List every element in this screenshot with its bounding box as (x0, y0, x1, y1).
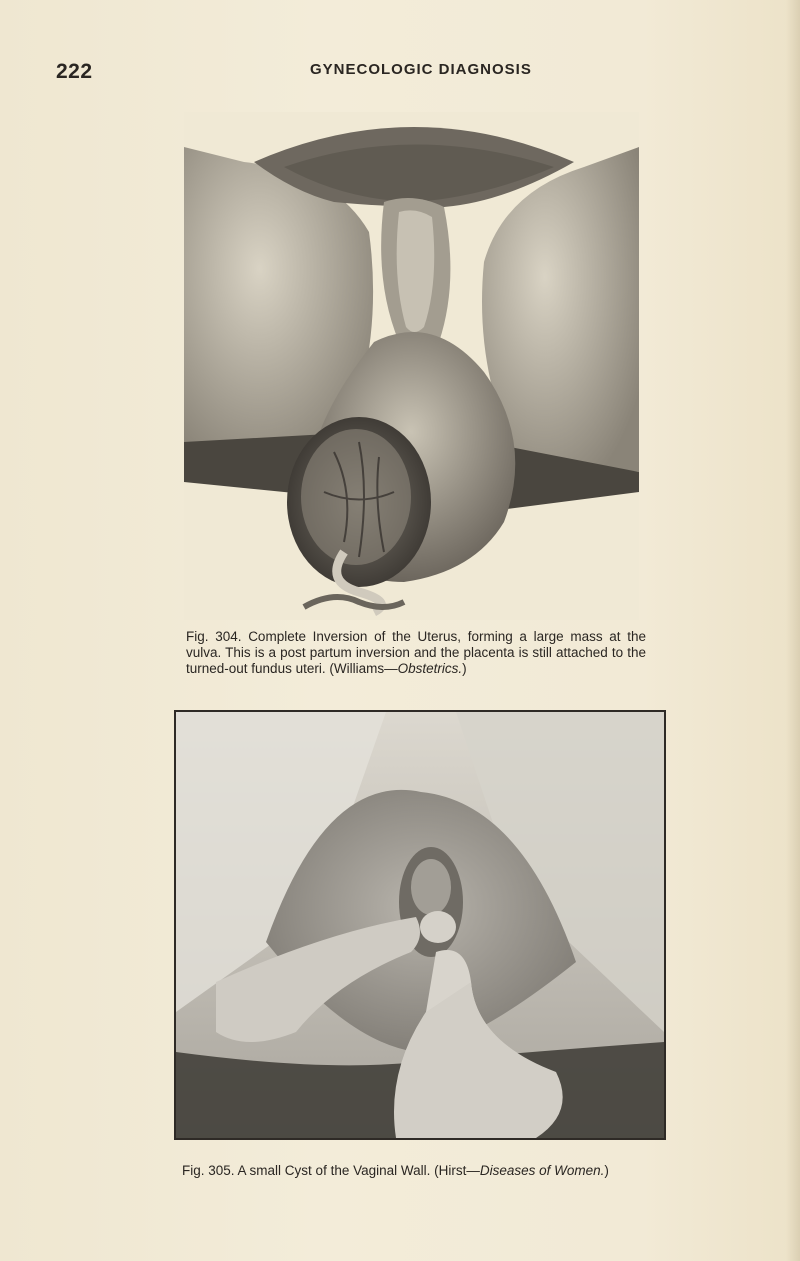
figure-304-source: Obstetrics. (397, 661, 463, 676)
running-head: GYNECOLOGIC DIAGNOSIS (310, 61, 532, 78)
page-edge-shadow (786, 0, 800, 1261)
figure-305-photograph (174, 710, 666, 1140)
figure-304-illustration (184, 112, 639, 620)
figure-305-close: ) (604, 1163, 609, 1178)
figure-305-label: Fig. 305. (182, 1163, 235, 1178)
page-number: 222 (56, 60, 93, 83)
figure-305-source: Diseases of Women. (479, 1163, 605, 1178)
figure-304-drawing (184, 112, 639, 620)
figure-305-caption (182, 1163, 682, 1179)
figure-305-drawing (176, 712, 664, 1138)
figure-304-close: ) (462, 661, 467, 676)
figure-304-caption (186, 629, 646, 677)
figure-304-label: Fig. 304. (186, 629, 242, 644)
figure-305-text: A small Cyst of the Vaginal Wall. (Hirst— (237, 1163, 480, 1178)
figure-304-text: Complete Inversion of the Uterus, forming a large mass at the vulva. This is a post partum inversion and the placenta is still attached to the turned-out fundus uteri. (Williams— (186, 629, 646, 676)
